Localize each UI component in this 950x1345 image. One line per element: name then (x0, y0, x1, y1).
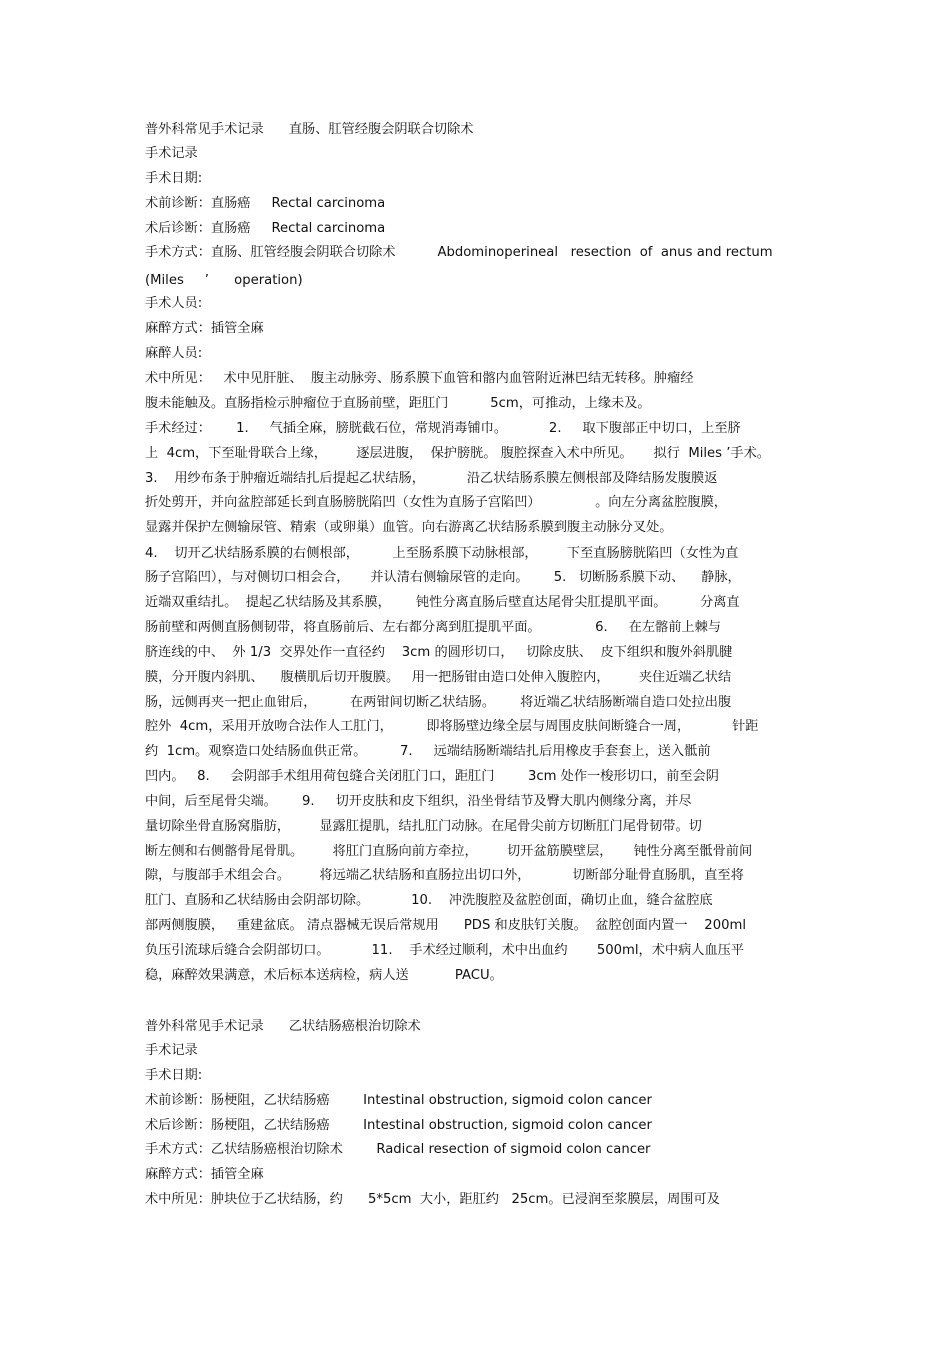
record-heading-2: 手术记录 (145, 1043, 198, 1058)
procedure-line: 肛门、直肠和乙状结肠由会阴部切除。 10. 冲洗腹腔及盆腔创面，确切止血，缝合盆腔底 (145, 893, 713, 908)
document-title: 普外科常见手术记录 直肠、肛管经腹会阴联合切除术 (145, 122, 474, 137)
procedure-line: 膜，分开腹内斜肌、 腹横肌后切开腹膜。 用一把肠钳由造口处伸入腹腔内， 夹住近端乙状结 (145, 670, 732, 685)
record-heading: 手术记录 (145, 146, 198, 161)
procedure-line: 显露并保护左侧输尿管、精索（或卵巢）血管。向右游离乙状结肠系膜到腹主动脉分叉处。 (145, 520, 673, 535)
procedure-line: 肠，远侧再夹一把止血钳后， 在两钳间切断乙状结肠。 将近端乙状结肠断端自造口处拉出腹 (145, 695, 732, 710)
procedure-line: 负压引流球后缝合会阴部切口。 11. 手术经过顺利，术中出血约 500ml，术中病人血压平 (145, 943, 745, 958)
procedure-line: 约 1cm。观察造口处结肠血供正常。 7. 远端结肠断端结扎后用橡皮手套套上，送入骶前 (145, 744, 711, 759)
anesthesia-method: 麻醉方式：插管全麻 (145, 321, 264, 336)
surgery-method-continued: (Miles ’ operation) (145, 273, 303, 288)
preop-diagnosis: 术前诊断：直肠癌 Rectal carcinoma (145, 196, 386, 211)
anesthetists-label: 麻醉人员: (145, 346, 203, 361)
document-title-2: 普外科常见手术记录 乙状结肠癌根治切除术 (145, 1019, 421, 1034)
procedure-line: 部两侧腹膜， 重建盆底。 清点器械无误后常规用 PDS 和皮肤钉关腹。 盆腔创面内置一 200ml (145, 918, 746, 933)
preop-diagnosis-2: 术前诊断：肠梗阻，乙状结肠癌 Intestinal obstruction, sigmoid colon cancer (145, 1093, 652, 1108)
procedure-line: 中间，后至尾骨尖端。 9. 切开皮肤和皮下组织，沿坐骨结节及臀大肌内侧缘分离，并尽 (145, 794, 692, 809)
procedure-line: 隙，与腹部手术组会合。 将远端乙状结肠和直肠拉出切口外， 切断部分耻骨直肠肌，直至将 (145, 868, 744, 883)
postop-diagnosis: 术后诊断：直肠癌 Rectal carcinoma (145, 221, 386, 236)
procedure-line: 手术经过： 1. 气插全麻，膀胱截石位，常规消毒铺巾。 2. 取下腹部正中切口，上至脐 (145, 421, 741, 436)
surgeons-label: 手术人员: (145, 296, 203, 311)
procedure-line: 腔外 4cm，采用开放吻合法作人工肛门， 即将肠壁边缘全层与周围皮肤间断缝合一周， 针距 (145, 719, 759, 734)
procedure-line: 3. 用纱布条于肿瘤近端结扎后提起乙状结肠， 沿乙状结肠系膜左侧根部及降结肠发腹膜返 (145, 471, 718, 486)
postop-diagnosis-2: 术后诊断：肠梗阻，乙状结肠癌 Intestinal obstruction, sigmoid colon cancer (145, 1118, 652, 1133)
findings-line: 腹未能触及。直肠指检示肿瘤位于直肠前壁，距肛门 5cm，可推动，上缘未及。 (145, 396, 651, 411)
procedure-line: 量切除坐骨直肠窝脂肪， 显露肛提肌，结扎肛门动脉。在尾骨尖前方切断肛门尾骨韧带。切 (145, 819, 702, 834)
surgery-method-2: 手术方式：乙状结肠癌根治切除术 Radical resection of sigmoid colon cancer (145, 1142, 651, 1157)
procedure-line: 肠子宫陷凹），与对侧切口相会合， 并认清右侧输尿管的走向。 5. 切断肠系膜下动、 静脉， (145, 570, 741, 585)
procedure-line: 上 4cm，下至耻骨联合上缘， 逐层进腹， 保护膀胱。 腹腔探查入术中所见。 拟行 Miles ’手术。 (145, 446, 770, 461)
procedure-line: 脐连线的中、 外 1/3 交界处作一直径约 3cm 的圆形切口， 切除皮肤、 皮下组织和腹外斜肌腱 (145, 645, 733, 660)
procedure-line: 肠前壁和两侧直肠侧韧带，将直肠前后、左右都分离到肛提肌平面。 6. 在左髂前上棘与 (145, 620, 721, 635)
procedure-line: 稳，麻醉效果满意，术后标本送病检，病人送 PACU。 (145, 968, 503, 983)
surgery-method: 手术方式：直肠、肛管经腹会阴联合切除术 Abdominoperineal resection of anus and rectum (145, 245, 773, 260)
procedure-line: 4. 切开乙状结肠系膜的右侧根部， 上至肠系膜下动脉根部， 下至直肠膀胱陷凹（女性为直 (145, 546, 739, 561)
findings-line: 术中所见： 术中见肝脏、 腹主动脉旁、肠系膜下血管和髂内血管附近淋巴结无转移。肿瘤经 (145, 371, 694, 386)
procedure-line: 凹内。 8. 会阴部手术组用荷包缝合关闭肛门口，距肛门 3cm 处作一梭形切口，前至会阴 (145, 769, 719, 784)
procedure-line: 近端双重结扎。 提起乙状结肠及其系膜， 钝性分离直肠后壁直达尾骨尖肛提肌平面。 分离直 (145, 595, 740, 610)
procedure-line: 断左侧和右侧髂骨尾骨肌。 将肛门直肠向前方牵拉， 切开盆筋膜壁层， 钝性分离至骶骨前间 (145, 844, 753, 859)
surgery-date-label: 手术日期: (145, 171, 203, 186)
anesthesia-method-2: 麻醉方式：插管全麻 (145, 1167, 264, 1182)
surgery-date-label-2: 手术日期: (145, 1068, 203, 1083)
procedure-line: 折处剪开，并向盆腔部延长到直肠膀胱陷凹（女性为直肠子宫陷凹） 。向左分离盆腔腹膜， (145, 495, 727, 510)
findings-line-2: 术中所见：肿块位于乙状结肠，约 5*5cm 大小，距肛约 25cm。已浸润至浆膜层，周围可及 (145, 1192, 720, 1207)
